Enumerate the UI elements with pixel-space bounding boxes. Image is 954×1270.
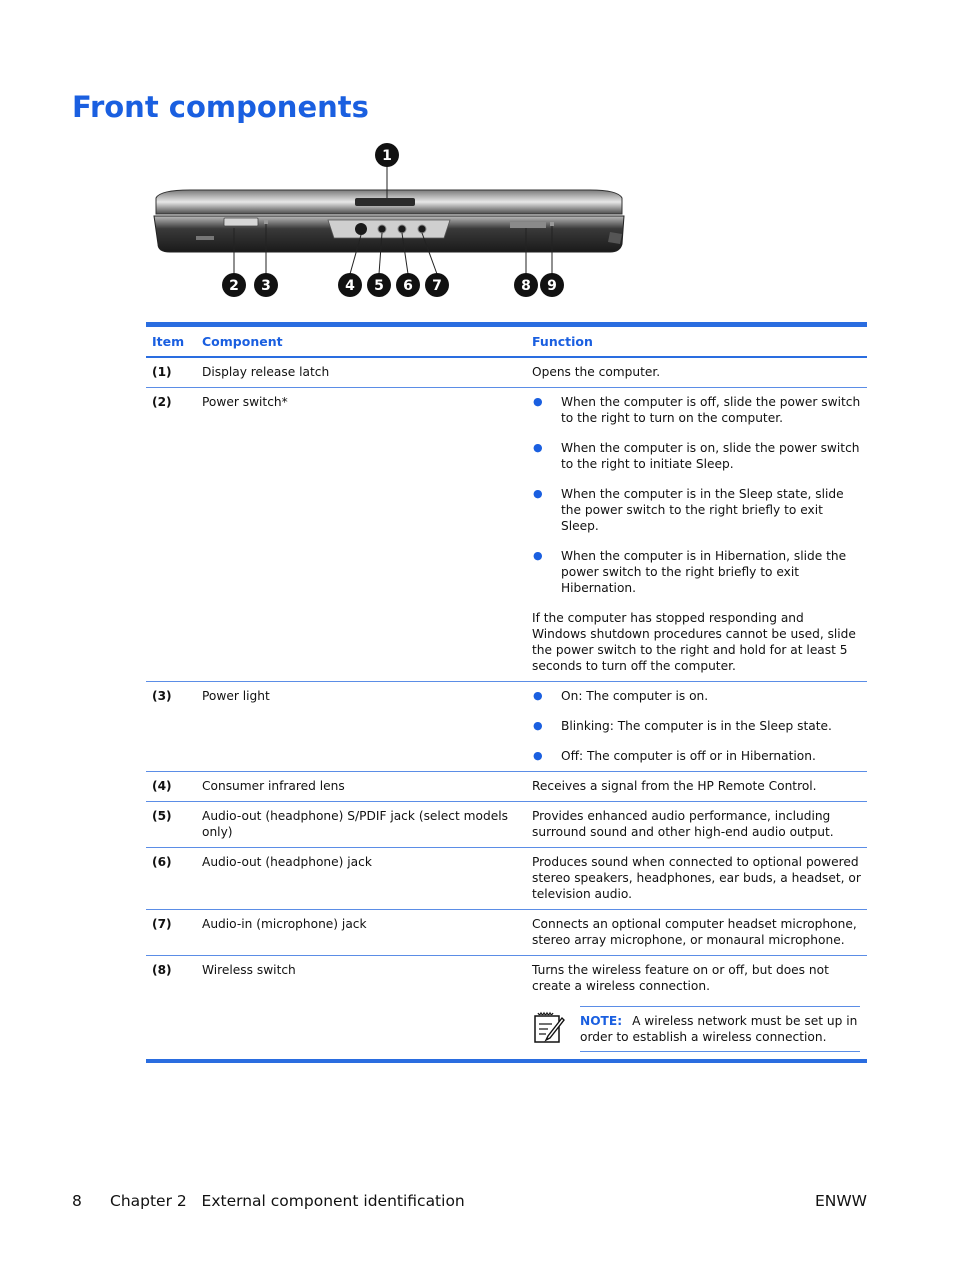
table-row <box>146 358 867 388</box>
row-function: Produces sound when connected to optional powered stereo speakers, headphones, ear buds, a headset, or television audio. <box>532 855 861 901</box>
callout-2 <box>222 273 246 297</box>
row-function <box>532 962 862 1052</box>
note-box <box>532 1006 862 1052</box>
header-item: Item <box>152 333 185 349</box>
row-item: (3) <box>152 689 172 703</box>
row-item: (4) <box>152 779 172 793</box>
svg-text:5: 5 <box>374 278 384 294</box>
note-pad-icon <box>532 1006 580 1048</box>
row-item: (7) <box>152 917 172 931</box>
row-item: (2) <box>152 395 172 409</box>
note-text: A wireless network must be set up in order to establish a wireless connection. <box>580 1014 858 1044</box>
table-row <box>146 956 867 1059</box>
table-header <box>146 327 867 358</box>
table-row <box>146 682 867 772</box>
row-item: (6) <box>152 855 172 869</box>
bullet-icon: ● <box>533 487 543 500</box>
table-row <box>146 772 867 802</box>
note-label: NOTE: <box>580 1014 623 1028</box>
components-table <box>146 322 867 1063</box>
header-function: Function <box>532 333 593 349</box>
row-item: (1) <box>152 365 172 379</box>
row-function: Provides enhanced audio performance, including surround sound and other high-end audio output. <box>532 809 834 839</box>
row-function-text: Turns the wireless feature on or off, but does not create a wireless connection. <box>532 963 829 993</box>
bullet-item: ● When the computer is off, slide the power switch to the right to turn on the computer. <box>533 395 861 425</box>
svg-text:3: 3 <box>261 278 271 294</box>
row-function <box>532 688 862 764</box>
note-content <box>580 1006 860 1052</box>
svg-text:6: 6 <box>403 278 413 294</box>
callout-6 <box>396 273 420 297</box>
page-number: 8 <box>72 1192 82 1210</box>
bullet-icon: ● <box>533 689 543 702</box>
row-item: (5) <box>152 809 172 823</box>
bullet-icon: ● <box>533 549 543 562</box>
row-component: Audio-in (microphone) jack <box>202 917 367 931</box>
callout-9 <box>540 273 564 297</box>
page-title: Front components <box>72 90 369 124</box>
row-component: Wireless switch <box>202 963 296 977</box>
svg-text:2: 2 <box>229 278 239 294</box>
bullet-item: ● On: The computer is on. <box>533 689 709 703</box>
svg-text:9: 9 <box>547 278 557 294</box>
row-component: Power light <box>202 689 270 703</box>
header-component: Component <box>202 333 283 349</box>
document-identifier: ENWW <box>814 1192 867 1210</box>
bullet-item: ● When the computer is on, slide the power switch to the right to initiate Sleep. <box>533 441 860 471</box>
row-component: Display release latch <box>202 365 330 379</box>
laptop-front-illustration <box>150 140 630 300</box>
table-row <box>146 388 867 682</box>
bullet-list <box>532 394 862 596</box>
row-function: Opens the computer. <box>532 365 661 379</box>
callout-8 <box>514 273 538 297</box>
callout-4 <box>338 273 362 297</box>
row-function: Receives a signal from the HP Remote Control. <box>532 779 817 793</box>
bullet-list <box>532 688 862 764</box>
table-row <box>146 802 867 848</box>
bullet-icon: ● <box>533 719 543 732</box>
bullet-icon: ● <box>533 749 543 762</box>
callout-3 <box>254 273 278 297</box>
callout-1 <box>375 143 399 167</box>
bullet-item: ● Off: The computer is off or in Hibernation. <box>533 749 816 763</box>
bullet-icon: ● <box>533 395 543 408</box>
bullet-item: ● When the computer is in Hibernation, slide the power switch to the right briefly to exit Hibernation. <box>533 549 847 595</box>
callout-5 <box>367 273 391 297</box>
bullet-icon: ● <box>533 441 543 454</box>
svg-text:4: 4 <box>345 278 355 294</box>
callout-7 <box>425 273 449 297</box>
row-component: Audio-out (headphone) S/PDIF jack (select models only) <box>202 809 508 839</box>
row-component: Power switch* <box>202 395 288 409</box>
row-function-extra: If the computer has stopped responding and Windows shutdown procedures cannot be used, slide the power switch to the right and hold for at least 5 seconds to turn off the computer. <box>532 611 856 673</box>
svg-text:8: 8 <box>521 278 531 294</box>
row-item: (8) <box>152 963 172 977</box>
bullet-item: ● Blinking: The computer is in the Sleep state. <box>533 719 832 733</box>
svg-text:1: 1 <box>382 148 392 164</box>
chapter-title: Chapter 2 External component identification <box>110 1192 465 1210</box>
table-row <box>146 910 867 956</box>
row-component: Audio-out (headphone) jack <box>202 855 372 869</box>
svg-text:7: 7 <box>432 278 442 294</box>
bullet-item: ● When the computer is in the Sleep state, slide the power switch to the right briefly to exit Sleep. <box>533 487 844 533</box>
row-function <box>532 394 862 674</box>
row-component: Consumer infrared lens <box>202 779 345 793</box>
table-row <box>146 848 867 910</box>
row-function: Connects an optional computer headset microphone, stereo array microphone, or monaural microphone. <box>532 917 857 947</box>
